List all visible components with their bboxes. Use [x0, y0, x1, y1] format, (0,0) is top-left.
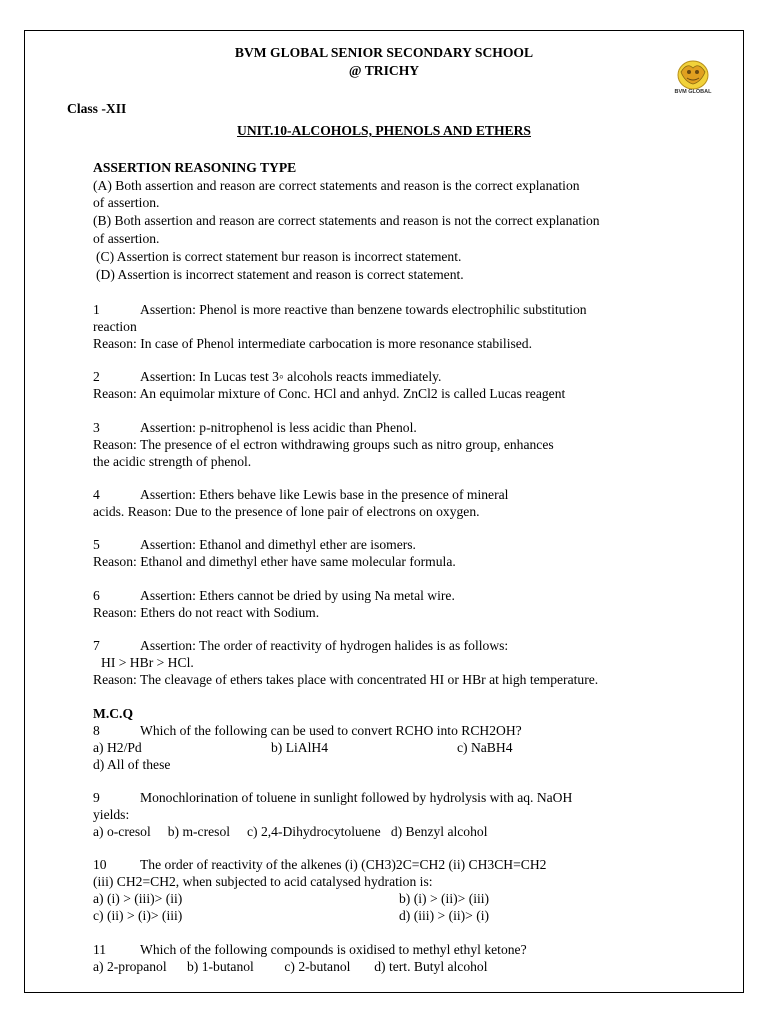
q3-number: 3	[93, 420, 100, 435]
q9-options: a) o-cresol b) m-cresol c) 2,4-Dihydrocytoluene d) Benzyl alcohol	[93, 824, 488, 839]
q7-assertion-cont: HI > HBr > HCl.	[101, 655, 194, 670]
q10-number: 10	[93, 857, 107, 872]
q6-number: 6	[93, 588, 100, 603]
q4-number: 4	[93, 487, 100, 502]
school-name: BVM GLOBAL SENIOR SECONDARY SCHOOL	[234, 45, 534, 60]
q2-number: 2	[93, 369, 100, 384]
q2-reason: Reason: An equimolar mixture of Conc. HCl and anhyd. ZnCl2 is called Lucas reagent	[93, 386, 566, 401]
school-location: @ TRICHY	[348, 63, 420, 78]
q11-number: 11	[93, 942, 107, 957]
q1-reason: Reason: In case of Phenol intermediate carbocation is more resonance stabilised.	[93, 336, 533, 351]
q7-assertion-text: Assertion: The order of reactivity of hydrogen halides is as follows:	[140, 638, 509, 653]
q8-number: 8	[93, 723, 100, 738]
option-a-line2: of assertion.	[93, 195, 160, 210]
q11-question	[93, 941, 527, 958]
q8-option-b: b) LiAlH4	[271, 740, 329, 755]
q10-option-a: a) (i) > (iii)> (ii)	[93, 891, 183, 906]
q6-reason: Reason: Ethers do not react with Sodium.	[93, 605, 320, 620]
q10-option-b: b) (i) > (ii)> (iii)	[399, 891, 490, 906]
q10-question-cont: (iii) CH2=CH2, when subjected to acid catalysed hydration is:	[93, 874, 433, 889]
q8-option-c: c) NaBH4	[457, 740, 513, 755]
q9-question	[93, 789, 572, 806]
mcq-heading: M.C.Q	[93, 706, 134, 721]
q2-assertion-text: Assertion: In Lucas test 3◦ alcohols reacts immediately.	[140, 369, 442, 384]
q9-question-cont: yields:	[93, 807, 130, 822]
q3-assertion	[93, 419, 417, 436]
q2-assertion	[93, 368, 441, 385]
q5-assertion	[93, 536, 416, 553]
q9-number: 9	[93, 790, 100, 805]
q1-assertion-text: Assertion: Phenol is more reactive than benzene towards electrophilic substitution	[140, 302, 587, 317]
option-d: (D) Assertion is incorrect statement and reason is correct statement.	[96, 267, 464, 282]
unit-title: UNIT.10-ALCOHOLS, PHENOLS AND ETHERS	[237, 123, 531, 138]
q1-assertion	[93, 301, 587, 318]
q6-assertion-text: Assertion: Ethers cannot be dried by using Na metal wire.	[140, 588, 455, 603]
q7-reason: Reason: The cleavage of ethers takes place with concentrated HI or HBr at high temperature.	[93, 672, 599, 687]
q8-question	[93, 722, 522, 739]
q4-assertion	[93, 486, 508, 503]
q11-text: Which of the following compounds is oxidised to methyl ethyl ketone?	[140, 942, 527, 957]
q3-assertion-text: Assertion: p-nitrophenol is less acidic than Phenol.	[140, 420, 417, 435]
q5-number: 5	[93, 537, 100, 552]
q8-text: Which of the following can be used to convert RCHO into RCH2OH?	[140, 723, 522, 738]
option-b-line2: of assertion.	[93, 231, 160, 246]
q8-option-d: d) All of these	[93, 757, 171, 772]
q10-option-c: c) (ii) > (i)> (iii)	[93, 908, 183, 923]
q5-reason: Reason: Ethanol and dimethyl ether have same molecular formula.	[93, 554, 456, 569]
school-logo	[665, 58, 721, 100]
q4-reason: acids. Reason: Due to the presence of lone pair of electrons on oxygen.	[93, 504, 480, 519]
q6-assertion	[93, 587, 455, 604]
q5-assertion-text: Assertion: Ethanol and dimethyl ether are isomers.	[140, 537, 416, 552]
q3-reason: Reason: The presence of el ectron withdrawing groups such as nitro group, enhances	[93, 437, 554, 452]
logo-text: BVM GLOBAL	[674, 89, 712, 95]
option-a-line1: (A) Both assertion and reason are correct statements and reason is the correct explanation	[93, 178, 580, 193]
q11-options: a) 2-propanol b) 1-butanol c) 2-butanol d) tert. Butyl alcohol	[93, 959, 488, 974]
q8-option-a: a) H2/Pd	[93, 740, 142, 755]
option-c: (C) Assertion is correct statement bur reason is incorrect statement.	[96, 249, 462, 264]
q10-text: The order of reactivity of the alkenes (i) (CH3)2C=CH2 (ii) CH3CH=CH2	[140, 857, 547, 872]
q1-assertion-cont: reaction	[93, 319, 137, 334]
q7-assertion	[93, 637, 508, 654]
class-label: Class -XII	[67, 101, 127, 116]
q3-reason-cont: the acidic strength of phenol.	[93, 454, 252, 469]
q7-number: 7	[93, 638, 100, 653]
q10-option-d: d) (iii) > (ii)> (i)	[399, 908, 490, 923]
option-b-line1: (B) Both assertion and reason are correct statements and reason is not the correct explanation	[93, 213, 600, 228]
assertion-heading: ASSERTION REASONING TYPE	[93, 160, 297, 175]
q10-question	[93, 856, 546, 873]
q9-text: Monochlorination of toluene in sunlight followed by hydrolysis with aq. NaOH	[140, 790, 573, 805]
q4-assertion-text: Assertion: Ethers behave like Lewis base in the presence of mineral	[140, 487, 509, 502]
q1-number: 1	[93, 302, 100, 317]
